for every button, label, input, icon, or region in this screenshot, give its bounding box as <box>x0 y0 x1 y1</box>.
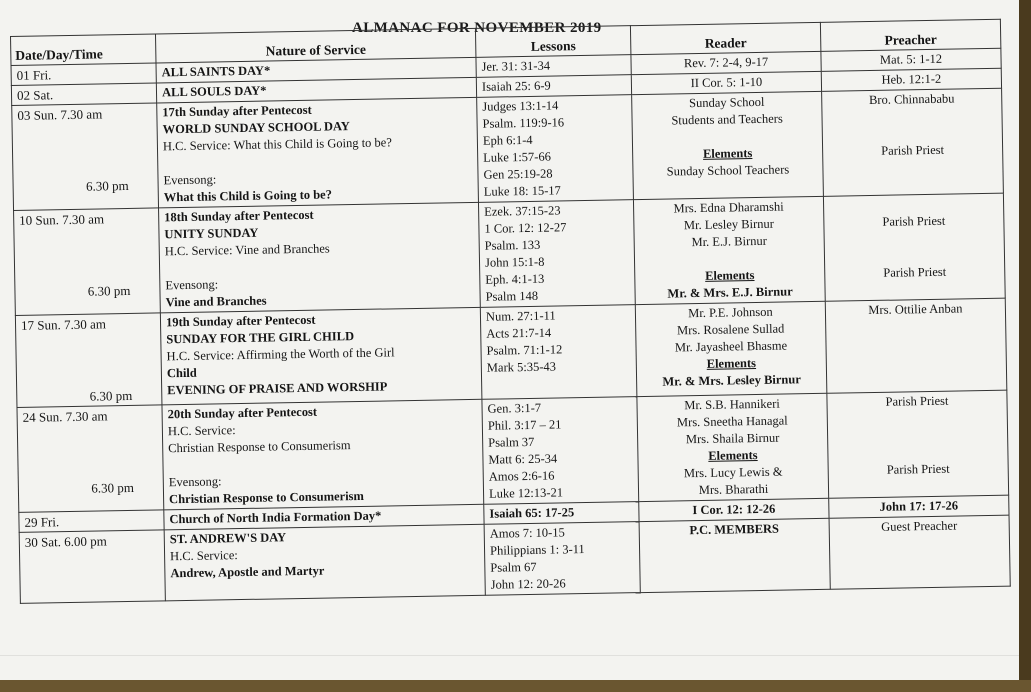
paper-fold <box>0 655 1020 656</box>
lessons-cell-line: Luke 1:57-66 <box>483 149 552 165</box>
desk-bottom <box>0 680 1031 692</box>
date-cell <box>15 313 162 408</box>
lessons-cell <box>480 305 637 400</box>
reader-cell-line: Rev. 7: 2-4, 9-17 <box>683 54 769 71</box>
lessons-cell <box>482 397 639 505</box>
lessons-cell-line: Luke 18: 15-17 <box>483 183 561 199</box>
lessons-cell-line: Eph. 4:1-13 <box>485 271 545 287</box>
service-cell-line: EVENING OF PRAISE AND WORSHIP <box>167 379 388 398</box>
service-cell <box>157 97 479 208</box>
date-label: 17 Sun. 7.30 am <box>20 316 107 333</box>
preacher-cell-line: Bro. Chinnababu <box>868 91 955 108</box>
lessons-cell-line: Amos 2:6-16 <box>488 468 555 484</box>
lessons-cell <box>478 200 635 308</box>
reader-cell-line: Mrs. Lucy Lewis & <box>683 464 783 481</box>
service-cell-line: Child <box>166 365 197 381</box>
service-cell <box>164 524 485 601</box>
reader-cell-line: Mr. Jayasheel Bhasme <box>674 338 788 355</box>
reader-cell-line: Mr. & Mrs. Lesley Birnur <box>662 372 801 389</box>
reader-cell <box>635 301 827 396</box>
preacher-cell-line: Heb. 12:1-2 <box>881 71 942 87</box>
page-title: ALMANAC FOR NOVEMBER 2019 <box>352 20 602 36</box>
lessons-cell-line: Jer. 31: 31-34 <box>481 58 551 74</box>
date-label: 29 Fri. <box>24 514 60 530</box>
lessons-cell-line: John 15:1-8 <box>484 254 545 270</box>
service-cell-line: H.C. Service: What this Child is Going to be? <box>162 135 392 154</box>
service-cell-line: 17th Sunday after Pentecost <box>162 102 312 120</box>
desk-edge <box>1019 0 1031 692</box>
reader-cell-line: Sunday School Teachers <box>666 162 790 179</box>
preacher-cell-line: Mat. 5: 1-12 <box>879 51 943 67</box>
date-label: 02 Sat. <box>16 87 54 103</box>
table-row <box>12 88 1004 210</box>
preacher-cell <box>827 390 1009 498</box>
reader-cell-line: Mr. S.B. Hannikeri <box>684 396 780 413</box>
preacher-cell <box>823 193 1005 301</box>
service-cell-line: ST. ANDREW'S DAY <box>169 530 287 547</box>
reader-cell <box>637 393 829 501</box>
header-preacher: Preacher <box>820 19 1000 51</box>
evening-time: 6.30 pm <box>91 479 135 496</box>
service-cell-line: 19th Sunday after Pentecost <box>165 312 316 330</box>
preacher-cell <box>822 88 1004 196</box>
reader-cell-line: Mr. E.J. Birnur <box>691 233 767 250</box>
header-date: Date/Day/Time <box>11 34 156 66</box>
reader-cell-line: Mrs. Shaila Birnur <box>685 430 780 447</box>
lessons-cell-line: Mark 5:35-43 <box>486 359 557 375</box>
preacher-cell-line: Parish Priest <box>885 393 949 409</box>
preacher-cell-line: Parish Priest <box>881 142 945 158</box>
reader-cell-line: Mr. Lesley Birnur <box>683 216 774 233</box>
reader-cell-line: Elements <box>706 356 757 371</box>
lessons-cell-line: Amos 7: 10-15 <box>489 525 565 541</box>
reader-cell-line: Mrs. Sneetha Hanagal <box>676 413 788 430</box>
service-cell-line: Evensong: <box>163 172 217 188</box>
lessons-cell-line: Gen. 3:1-7 <box>487 400 542 416</box>
reader-cell <box>633 196 825 304</box>
header-service: Nature of Service <box>155 28 475 63</box>
header-reader: Reader <box>630 22 820 54</box>
table-row <box>14 193 1006 315</box>
lessons-cell <box>476 55 631 78</box>
reader-cell <box>632 91 824 199</box>
service-cell-line: ALL SAINTS DAY* <box>161 63 271 80</box>
service-cell-line: Christian Response to Consumerism <box>168 438 351 456</box>
date-cell <box>19 530 165 604</box>
service-cell <box>159 202 481 313</box>
service-cell-line: 20th Sunday after Pentecost <box>167 404 318 422</box>
lessons-cell-line: Acts 21:7-14 <box>486 325 552 341</box>
preacher-cell-line: Guest Preacher <box>881 518 958 534</box>
evening-time: 6.30 pm <box>89 387 133 404</box>
service-cell-line: Vine and Branches <box>165 293 267 310</box>
header-lessons: Lessons <box>475 26 630 58</box>
lessons-cell-line: Isaiah 65: 17-25 <box>489 505 575 521</box>
preacher-cell-line: Mrs. Ottilie Anban <box>868 301 963 318</box>
lessons-cell-line: Num. 27:1-11 <box>485 308 556 324</box>
service-cell-line: Evensong: <box>168 474 222 490</box>
lessons-cell <box>484 502 639 525</box>
lessons-cell-line: Gen 25:19-28 <box>483 166 553 182</box>
date-cell <box>14 208 161 316</box>
lessons-cell-line: Psalm 67 <box>490 559 537 575</box>
preacher-cell-line: John 17: 17-26 <box>879 498 959 514</box>
date-label: 24 Sun. 7.30 am <box>22 408 108 425</box>
date-label: 03 Sun. 7.30 am <box>17 106 103 123</box>
preacher-cell-line: Parish Priest <box>882 213 946 229</box>
service-cell-line: SUNDAY FOR THE GIRL CHILD <box>166 329 355 347</box>
service-cell <box>160 307 482 405</box>
reader-cell <box>639 518 830 592</box>
lessons-cell <box>484 522 640 596</box>
lessons-cell-line: Eph 6:1-4 <box>482 132 533 148</box>
reader-cell-line: Mrs. Rosalene Sullad <box>676 321 785 338</box>
service-cell-line: ALL SOULS DAY* <box>161 83 267 100</box>
preacher-cell-line: Parish Priest <box>886 461 950 477</box>
lessons-cell-line: Psalm. 133 <box>484 237 541 253</box>
preacher-cell-line: Parish Priest <box>883 264 947 280</box>
reader-cell-line: Elements <box>702 146 753 161</box>
reader-cell-line: P.C. MEMBERS <box>689 521 780 538</box>
service-cell-line: Church of North India Formation Day* <box>169 508 382 527</box>
service-cell-line: H.C. Service: <box>167 423 236 439</box>
date-cell <box>11 63 156 86</box>
reader-cell-line: Mr. & Mrs. E.J. Birnur <box>667 284 793 301</box>
lessons-cell-line: Luke 12:13-21 <box>488 485 564 501</box>
date-cell <box>19 510 164 533</box>
reader-cell-line: Mr. P.E. Johnson <box>688 304 773 321</box>
service-cell-line: Evensong: <box>165 277 219 293</box>
lessons-cell-line: 1 Cor. 12: 12-27 <box>484 220 567 236</box>
lessons-cell-line: Psalm 37 <box>488 434 535 450</box>
lessons-cell <box>477 95 634 203</box>
reader-cell-line: Mrs. Edna Dharamshi <box>673 199 784 216</box>
date-label: 30 Sat. 6.00 pm <box>24 533 107 550</box>
date-label: 01 Fri. <box>16 67 52 83</box>
almanac-table <box>10 19 1011 604</box>
service-cell-line: UNITY SUNDAY <box>164 225 259 242</box>
table-row <box>15 298 1006 407</box>
date-cell <box>17 405 164 513</box>
reader-cell-line: II Cor. 5: 1-10 <box>690 74 763 91</box>
lessons-cell-line: Psalm. 71:1-12 <box>486 342 563 358</box>
service-cell-line: H.C. Service: <box>169 548 238 564</box>
lessons-cell-line: Matt 6: 25-34 <box>488 451 558 467</box>
lessons-cell <box>476 75 631 98</box>
lessons-cell-line: Judges 13:1-14 <box>482 98 559 114</box>
service-cell-line: H.C. Service: Affirming the Worth of the Girl <box>166 345 395 364</box>
service-cell <box>162 399 484 510</box>
evening-time: 6.30 pm <box>85 177 129 194</box>
lessons-cell-line: Psalm 148 <box>485 288 539 304</box>
service-cell-line: What this Child is Going to be? <box>163 187 333 205</box>
date-cell <box>12 103 159 211</box>
reader-cell-line: Mrs. Bharathi <box>698 481 769 498</box>
reader-cell-line: Students and Teachers <box>671 111 783 128</box>
lessons-cell-line: John 12: 20-26 <box>490 576 566 592</box>
preacher-cell <box>825 298 1007 393</box>
reader-cell-line: Elements <box>705 268 755 283</box>
service-cell-line: Christian Response to Consumerism <box>168 488 365 507</box>
service-cell-line: H.C. Service: Vine and Branches <box>164 241 330 259</box>
lessons-cell-line: Isaiah 25: 6-9 <box>481 78 551 94</box>
evening-time: 6.30 pm <box>87 282 131 299</box>
reader-cell-line: I Cor. 12: 12-26 <box>692 501 776 518</box>
service-cell-line: WORLD SUNDAY SCHOOL DAY <box>162 119 350 137</box>
date-label: 10 Sun. 7.30 am <box>19 211 105 228</box>
lessons-cell-line: Ezek. 37:15-23 <box>484 203 561 219</box>
lessons-cell-line: Philippians 1: 3-11 <box>489 542 585 558</box>
reader-cell-line: Elements <box>708 448 758 463</box>
lessons-cell-line: Phil. 3:17 – 21 <box>487 417 562 433</box>
date-cell <box>11 83 156 106</box>
lessons-cell-line: Psalm. 119:9-16 <box>482 115 565 131</box>
reader-cell-line: Sunday School <box>688 94 765 111</box>
preacher-cell <box>829 515 1010 589</box>
table-row <box>17 390 1009 512</box>
service-cell-line: Andrew, Apostle and Martyr <box>170 563 325 581</box>
service-cell-line: 18th Sunday after Pentecost <box>164 207 314 225</box>
